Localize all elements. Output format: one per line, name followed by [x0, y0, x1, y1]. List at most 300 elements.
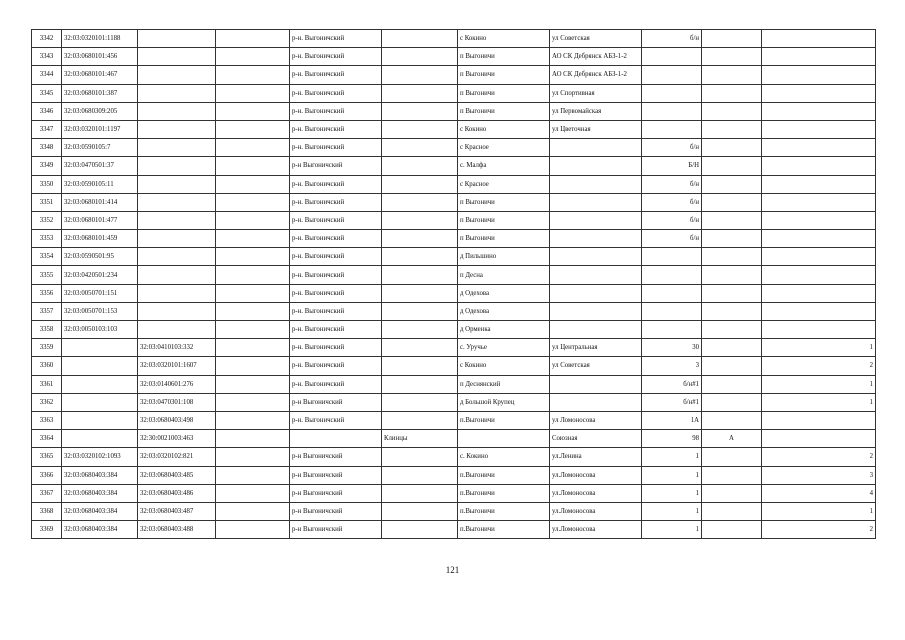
cadastral-number-cell: 32:03:0590105:11 [62, 175, 138, 193]
cadastral-number-cell: 32:03:0680101:456 [62, 48, 138, 66]
cadastral-number-2-cell [138, 284, 216, 302]
city-cell [382, 284, 458, 302]
district-cell: р-н. Выгоничский [290, 120, 382, 138]
district-cell: р-н. Выгоничский [290, 321, 382, 339]
house-number-cell [642, 302, 702, 320]
building-cell [702, 302, 762, 320]
district-cell: р-н Выгоничский [290, 393, 382, 411]
building-cell [702, 284, 762, 302]
cadastral-number-2-cell [138, 248, 216, 266]
cadastral-number-2-cell: 32:03:0140601:276 [138, 375, 216, 393]
cadastral-number-2-cell: 32:03:0470301:108 [138, 393, 216, 411]
district-cell: р-н. Выгоничский [290, 375, 382, 393]
row-number-cell: 3355 [32, 266, 62, 284]
cadastral-number-2-cell [138, 48, 216, 66]
cadastral-number-2-cell: 32:03:0320102:821 [138, 448, 216, 466]
city-cell [382, 211, 458, 229]
building-cell [702, 411, 762, 429]
empty-cell [216, 193, 290, 211]
city-cell [382, 375, 458, 393]
house-number-cell: 1 [642, 448, 702, 466]
row-number-cell: 3362 [32, 393, 62, 411]
street-cell: ул Центральная [550, 339, 642, 357]
apartment-cell [762, 120, 876, 138]
building-cell [702, 484, 762, 502]
city-cell [382, 393, 458, 411]
street-cell: ул Ломоносова [550, 411, 642, 429]
apartment-cell [762, 193, 876, 211]
table-row [32, 284, 876, 302]
district-cell: р-н. Выгоничский [290, 302, 382, 320]
street-cell: ул Первомайская [550, 102, 642, 120]
table-row [32, 211, 876, 229]
cadastral-number-cell: 32:03:0680101:467 [62, 66, 138, 84]
city-cell [382, 266, 458, 284]
house-number-cell: б/н [642, 30, 702, 48]
empty-cell [216, 157, 290, 175]
cadastral-number-cell: 32:03:0680403:384 [62, 484, 138, 502]
empty-cell [216, 139, 290, 157]
cadastral-number-2-cell [138, 157, 216, 175]
cadastral-number-2-cell [138, 211, 216, 229]
cadastral-number-cell [62, 393, 138, 411]
street-cell: АО СК Дебрянск АБЗ-1-2 [550, 66, 642, 84]
street-cell [550, 230, 642, 248]
settlement-cell: п.Выгоничи [458, 466, 550, 484]
apartment-cell [762, 30, 876, 48]
street-cell [550, 175, 642, 193]
apartment-cell [762, 230, 876, 248]
cadastral-number-cell [62, 339, 138, 357]
district-cell [290, 430, 382, 448]
table-row [32, 266, 876, 284]
cadastral-number-cell: 32:03:0680101:459 [62, 230, 138, 248]
apartment-cell [762, 321, 876, 339]
street-cell: Союзная [550, 430, 642, 448]
table-row [32, 430, 876, 448]
table-row [32, 157, 876, 175]
house-number-cell: б/н#1 [642, 393, 702, 411]
apartment-cell [762, 84, 876, 102]
table-row [32, 248, 876, 266]
table-row [32, 302, 876, 320]
district-cell: р-н. Выгоничский [290, 48, 382, 66]
city-cell [382, 120, 458, 138]
table-row [32, 30, 876, 48]
cadastral-number-cell: 32:03:0470501:37 [62, 157, 138, 175]
apartment-cell: 2 [762, 448, 876, 466]
city-cell [382, 66, 458, 84]
district-cell: р-н. Выгоничский [290, 211, 382, 229]
row-number-cell: 3346 [32, 102, 62, 120]
empty-cell [216, 266, 290, 284]
empty-cell [216, 502, 290, 520]
building-cell [702, 502, 762, 520]
house-number-cell [642, 84, 702, 102]
street-cell: АО СК Дебрянск АБЗ-1-2 [550, 48, 642, 66]
district-cell: р-н. Выгоничский [290, 139, 382, 157]
apartment-cell [762, 175, 876, 193]
cadastral-number-cell: 32:03:0680403:384 [62, 521, 138, 539]
table-row [32, 175, 876, 193]
street-cell [550, 393, 642, 411]
apartment-cell: 1 [762, 339, 876, 357]
apartment-cell: 1 [762, 502, 876, 520]
house-number-cell: 1 [642, 502, 702, 520]
cadastral-number-2-cell: 32:03:0680403:488 [138, 521, 216, 539]
street-cell [550, 302, 642, 320]
row-number-cell: 3364 [32, 430, 62, 448]
cadastral-number-cell: 32:03:0320101:1197 [62, 120, 138, 138]
row-number-cell: 3366 [32, 466, 62, 484]
apartment-cell [762, 102, 876, 120]
house-number-cell [642, 66, 702, 84]
building-cell [702, 157, 762, 175]
street-cell: ул Советская [550, 30, 642, 48]
apartment-cell [762, 48, 876, 66]
apartment-cell [762, 211, 876, 229]
district-cell: р-н Выгоничский [290, 157, 382, 175]
district-cell: р-н. Выгоничский [290, 248, 382, 266]
cadastral-number-cell: 32:03:0680403:384 [62, 466, 138, 484]
district-cell: р-н. Выгоничский [290, 193, 382, 211]
city-cell [382, 248, 458, 266]
cadastral-number-2-cell [138, 321, 216, 339]
apartment-cell [762, 157, 876, 175]
settlement-cell: п.Выгоничи [458, 502, 550, 520]
building-cell [702, 30, 762, 48]
settlement-cell: д Одехова [458, 302, 550, 320]
district-cell: р-н. Выгоничский [290, 175, 382, 193]
empty-cell [216, 430, 290, 448]
cadastral-number-2-cell [138, 302, 216, 320]
district-cell: р-н. Выгоничский [290, 266, 382, 284]
empty-cell [216, 321, 290, 339]
empty-cell [216, 448, 290, 466]
house-number-cell [642, 266, 702, 284]
cadastral-number-2-cell [138, 30, 216, 48]
district-cell: р-н Выгоничский [290, 502, 382, 520]
cadastral-number-cell [62, 411, 138, 429]
building-cell [702, 375, 762, 393]
settlement-cell: д Орменка [458, 321, 550, 339]
settlement-cell: п.Выгоничи [458, 484, 550, 502]
settlement-cell: п Выгоничи [458, 193, 550, 211]
city-cell [382, 448, 458, 466]
district-cell: р-н. Выгоничский [290, 84, 382, 102]
city-cell [382, 48, 458, 66]
house-number-cell: 1 [642, 521, 702, 539]
building-cell [702, 448, 762, 466]
cadastral-number-2-cell [138, 120, 216, 138]
cadastral-number-cell: 32:03:0320101:1188 [62, 30, 138, 48]
row-number-cell: 3357 [32, 302, 62, 320]
cadastral-number-2-cell [138, 266, 216, 284]
cadastral-number-cell: 32:03:0050701:151 [62, 284, 138, 302]
apartment-cell [762, 248, 876, 266]
settlement-cell: д Одехова [458, 284, 550, 302]
table-row [32, 139, 876, 157]
table-row [32, 521, 876, 539]
empty-cell [216, 466, 290, 484]
street-cell: ул Советская [550, 357, 642, 375]
empty-cell [216, 248, 290, 266]
house-number-cell: б/н [642, 193, 702, 211]
cadastral-number-cell: 32:03:0680403:384 [62, 502, 138, 520]
table-row [32, 448, 876, 466]
empty-cell [216, 230, 290, 248]
table-row [32, 321, 876, 339]
cadastral-number-cell: 32:03:0680101:414 [62, 193, 138, 211]
row-number-cell: 3351 [32, 193, 62, 211]
cadastral-number-2-cell: 32:03:0410103:332 [138, 339, 216, 357]
apartment-cell [762, 302, 876, 320]
settlement-cell: с. Малфа [458, 157, 550, 175]
city-cell [382, 157, 458, 175]
city-cell [382, 102, 458, 120]
row-number-cell: 3353 [32, 230, 62, 248]
city-cell [382, 139, 458, 157]
street-cell: ул.Ломоносова [550, 502, 642, 520]
house-number-cell: б/н [642, 139, 702, 157]
district-cell: р-н. Выгоничский [290, 411, 382, 429]
settlement-cell [458, 430, 550, 448]
district-cell: р-н. Выгоничский [290, 230, 382, 248]
street-cell: ул Цветочная [550, 120, 642, 138]
empty-cell [216, 284, 290, 302]
city-cell [382, 321, 458, 339]
cadastral-number-cell: 32:03:0050701:153 [62, 302, 138, 320]
empty-cell [216, 411, 290, 429]
row-number-cell: 3347 [32, 120, 62, 138]
building-cell [702, 66, 762, 84]
house-number-cell [642, 102, 702, 120]
district-cell: р-н. Выгоничский [290, 30, 382, 48]
cadastral-number-2-cell [138, 193, 216, 211]
empty-cell [216, 84, 290, 102]
apartment-cell: 1 [762, 393, 876, 411]
page-number: 121 [445, 565, 460, 575]
cadastral-number-cell: 32:03:0420501:234 [62, 266, 138, 284]
cadastral-number-cell: 32:03:0320102:1093 [62, 448, 138, 466]
settlement-cell: д Пильшино [458, 248, 550, 266]
city-cell [382, 84, 458, 102]
cadastral-number-2-cell [138, 102, 216, 120]
cadastral-number-cell: 32:03:0590501:95 [62, 248, 138, 266]
building-cell [702, 48, 762, 66]
city-cell: Клинцы [382, 430, 458, 448]
table-row [32, 193, 876, 211]
building-cell [702, 84, 762, 102]
cadastral-number-2-cell: 32:03:0680403:486 [138, 484, 216, 502]
city-cell [382, 175, 458, 193]
table-row [32, 466, 876, 484]
settlement-cell: п Выгоничи [458, 102, 550, 120]
settlement-cell: с Красное [458, 175, 550, 193]
house-number-cell: 3 [642, 357, 702, 375]
settlement-cell: п.Выгоничи [458, 521, 550, 539]
row-number-cell: 3349 [32, 157, 62, 175]
house-number-cell: 1 [642, 484, 702, 502]
city-cell [382, 30, 458, 48]
row-number-cell: 3356 [32, 284, 62, 302]
house-number-cell [642, 284, 702, 302]
settlement-cell: с. Уручье [458, 339, 550, 357]
table-row [32, 102, 876, 120]
table-row [32, 393, 876, 411]
table-row [32, 48, 876, 66]
house-number-cell [642, 248, 702, 266]
street-cell [550, 248, 642, 266]
cadastral-number-2-cell: 32:03:0320101:1607 [138, 357, 216, 375]
empty-cell [216, 393, 290, 411]
apartment-cell: 2 [762, 521, 876, 539]
empty-cell [216, 357, 290, 375]
empty-cell [216, 102, 290, 120]
apartment-cell [762, 266, 876, 284]
table-row [32, 230, 876, 248]
building-cell [702, 120, 762, 138]
empty-cell [216, 521, 290, 539]
table-row [32, 339, 876, 357]
table-row [32, 120, 876, 138]
settlement-cell: с Кокино [458, 30, 550, 48]
cadastral-number-cell: 32:03:0680101:387 [62, 84, 138, 102]
row-number-cell: 3352 [32, 211, 62, 229]
building-cell [702, 211, 762, 229]
building-cell [702, 321, 762, 339]
row-number-cell: 3368 [32, 502, 62, 520]
settlement-cell: п Выгоничи [458, 48, 550, 66]
settlement-cell: п.Выгоничи [458, 411, 550, 429]
district-cell: р-н Выгоничский [290, 521, 382, 539]
building-cell [702, 357, 762, 375]
city-cell [382, 339, 458, 357]
street-cell: ул.Ломоносова [550, 521, 642, 539]
empty-cell [216, 175, 290, 193]
settlement-cell: п Выгоничи [458, 66, 550, 84]
cadastral-number-cell [62, 357, 138, 375]
district-cell: р-н Выгоничский [290, 484, 382, 502]
house-number-cell [642, 48, 702, 66]
row-number-cell: 3345 [32, 84, 62, 102]
cadastral-number-cell: 32:03:0590105:7 [62, 139, 138, 157]
table-body [32, 30, 876, 539]
settlement-cell: с. Кокино [458, 448, 550, 466]
table-row [32, 484, 876, 502]
house-number-cell: б/н [642, 230, 702, 248]
cadastral-number-cell [62, 430, 138, 448]
cadastral-number-2-cell [138, 230, 216, 248]
district-cell: р-н. Выгоничский [290, 102, 382, 120]
row-number-cell: 3342 [32, 30, 62, 48]
house-number-cell: б/н#1 [642, 375, 702, 393]
cadastral-number-2-cell [138, 84, 216, 102]
street-cell [550, 211, 642, 229]
cadastral-number-2-cell: 32:03:0680403:485 [138, 466, 216, 484]
apartment-cell: 2 [762, 357, 876, 375]
apartment-cell [762, 139, 876, 157]
empty-cell [216, 211, 290, 229]
building-cell [702, 175, 762, 193]
street-cell [550, 321, 642, 339]
house-number-cell: 98 [642, 430, 702, 448]
row-number-cell: 3365 [32, 448, 62, 466]
apartment-cell [762, 284, 876, 302]
street-cell [550, 139, 642, 157]
house-number-cell: б/н [642, 211, 702, 229]
district-cell: р-н. Выгоничский [290, 339, 382, 357]
building-cell [702, 466, 762, 484]
house-number-cell [642, 321, 702, 339]
cadastral-number-cell: 32:03:0680309:205 [62, 102, 138, 120]
cadastral-number-2-cell [138, 66, 216, 84]
building-cell [702, 521, 762, 539]
building-cell [702, 266, 762, 284]
city-cell [382, 502, 458, 520]
empty-cell [216, 484, 290, 502]
empty-cell [216, 120, 290, 138]
settlement-cell: с Кокино [458, 120, 550, 138]
row-number-cell: 3367 [32, 484, 62, 502]
row-number-cell: 3348 [32, 139, 62, 157]
district-cell: р-н. Выгоничский [290, 66, 382, 84]
row-number-cell: 3343 [32, 48, 62, 66]
building-cell [702, 393, 762, 411]
settlement-cell: п Деснянский [458, 375, 550, 393]
district-cell: р-н. Выгоничский [290, 357, 382, 375]
district-cell: р-н Выгоничский [290, 448, 382, 466]
table-row [32, 502, 876, 520]
row-number-cell: 3344 [32, 66, 62, 84]
address-registry-table [31, 29, 876, 539]
row-number-cell: 3354 [32, 248, 62, 266]
street-cell: ул Спортивная [550, 84, 642, 102]
city-cell [382, 302, 458, 320]
city-cell [382, 521, 458, 539]
table-row [32, 84, 876, 102]
cadastral-number-2-cell: 32:03:0680403:498 [138, 411, 216, 429]
street-cell: ул.Ленина [550, 448, 642, 466]
building-cell [702, 339, 762, 357]
building-cell: А [702, 430, 762, 448]
row-number-cell: 3369 [32, 521, 62, 539]
settlement-cell: п Выгоничи [458, 84, 550, 102]
row-number-cell: 3363 [32, 411, 62, 429]
row-number-cell: 3360 [32, 357, 62, 375]
cadastral-number-2-cell [138, 139, 216, 157]
district-cell: р-н. Выгоничский [290, 284, 382, 302]
table-row [32, 375, 876, 393]
street-cell [550, 266, 642, 284]
settlement-cell: п Выгоничи [458, 211, 550, 229]
settlement-cell: п Выгоничи [458, 230, 550, 248]
city-cell [382, 466, 458, 484]
empty-cell [216, 339, 290, 357]
house-number-cell: Б/Н [642, 157, 702, 175]
apartment-cell [762, 430, 876, 448]
settlement-cell: п Десна [458, 266, 550, 284]
apartment-cell: 1 [762, 375, 876, 393]
apartment-cell [762, 411, 876, 429]
apartment-cell [762, 66, 876, 84]
empty-cell [216, 375, 290, 393]
apartment-cell: 3 [762, 466, 876, 484]
cadastral-number-2-cell: 32:03:0680403:487 [138, 502, 216, 520]
empty-cell [216, 302, 290, 320]
building-cell [702, 193, 762, 211]
row-number-cell: 3358 [32, 321, 62, 339]
